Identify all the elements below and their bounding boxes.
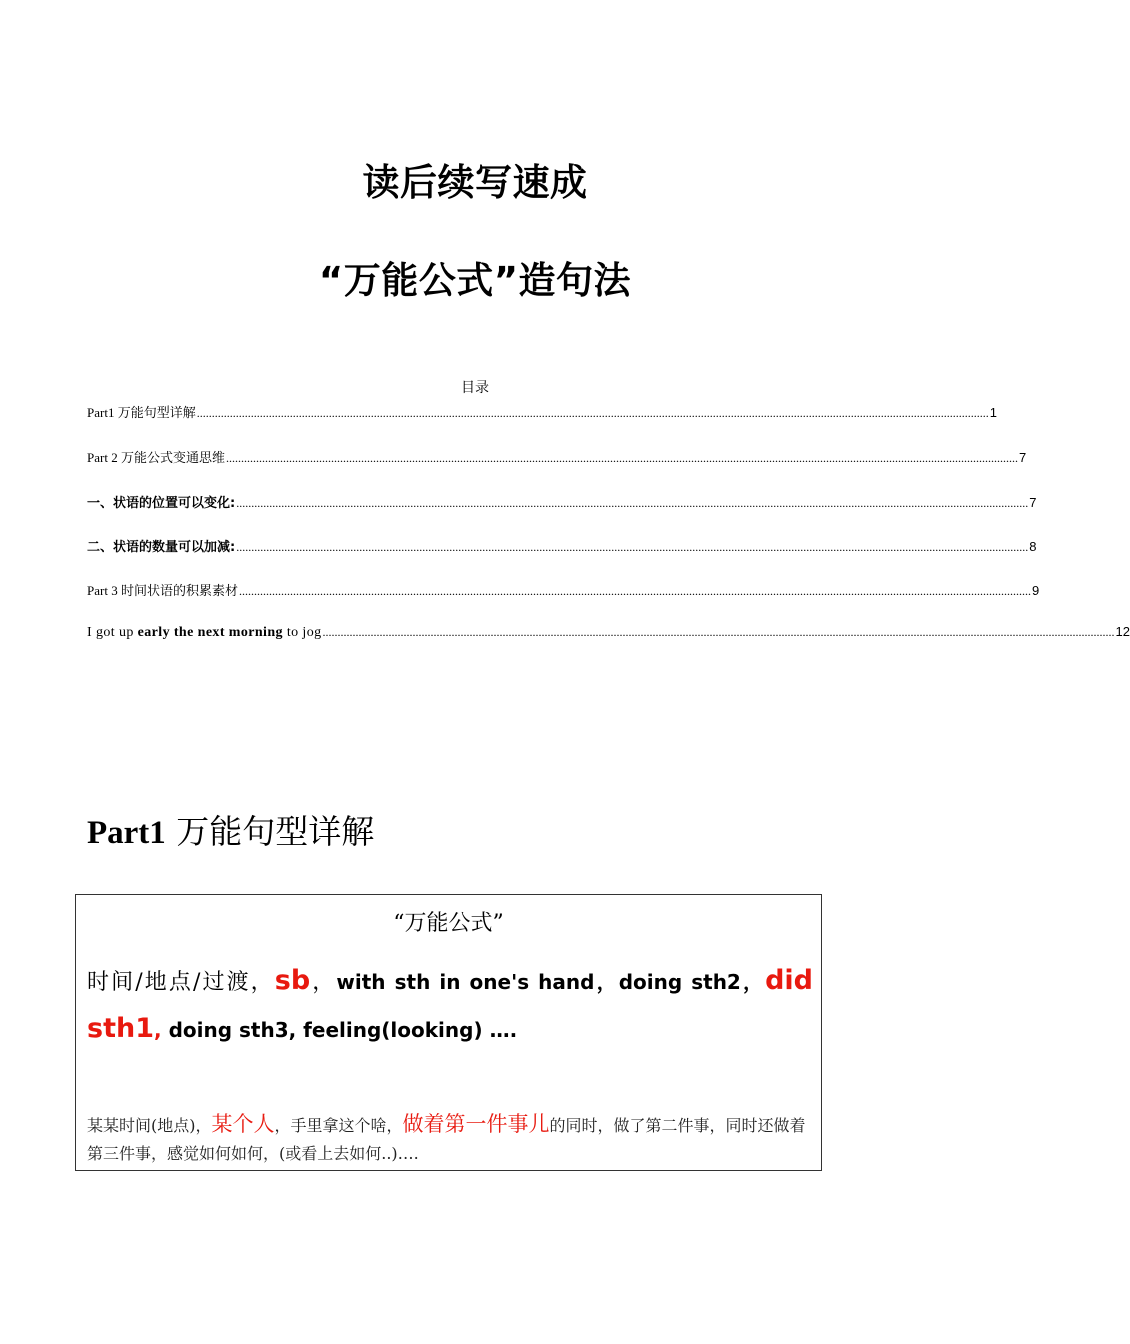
formula-highlight: did sth1	[87, 965, 813, 1044]
toc-entry[interactable]	[87, 492, 1037, 511]
toc-page-number: 1	[989, 405, 997, 420]
toc-page-number: 12	[1115, 624, 1130, 639]
toc-entry-label: Part 2 万能公式变通思维	[87, 450, 225, 465]
toc-entry[interactable]	[87, 624, 1130, 641]
toc-leader: ........................................................................................................................................................................................................................................................................	[238, 584, 1031, 598]
meaning-highlight: 做着第一件事儿	[402, 1112, 550, 1136]
document-title: 读后续写速成	[362, 161, 588, 204]
toc-entry[interactable]	[87, 447, 1027, 466]
formula-part: 时间/地点/过渡，	[87, 970, 275, 995]
toc-leader: ........................................................................................................................................................................................................................................................................	[322, 625, 1115, 639]
section-heading-cn: 万能句型详解	[165, 812, 375, 851]
toc-entry-label	[87, 625, 322, 641]
toc-entry-label: Part 3 时间状语的积累素材	[87, 583, 238, 598]
formula-part: doing sth3, feeling(looking) ….	[161, 1018, 518, 1042]
toc-entry[interactable]	[87, 402, 997, 421]
formula-highlight: sb	[274, 965, 311, 996]
formula-text	[87, 958, 813, 1053]
toc-entry-label: 一、状语的位置可以变化:	[87, 496, 236, 511]
section-heading-en: Part1	[87, 815, 166, 851]
toc-page-number: 7	[1029, 495, 1037, 510]
formula-part: doing sth2，	[618, 970, 766, 994]
formula-box-title: “万能公式”	[393, 911, 504, 936]
document-subtitle: “万能公式”造句法	[318, 259, 632, 302]
formula-part: with sth in one's hand，	[336, 970, 619, 994]
toc-leader: ........................................................................................................................................................................................................................................................................	[236, 540, 1029, 554]
toc-leader: ........................................................................................................................................................................................................................................................................	[236, 496, 1029, 510]
meaning-part: ，手里拿这个啥，	[274, 1116, 403, 1135]
toc-leader: ........................................................................................................................................................................................................................................................................	[196, 406, 989, 420]
formula-meaning	[87, 1110, 813, 1168]
meaning-part: 的同时，做了第二件事，同时还做着第三件事，感觉如何如何，(或看上去如何..)….	[87, 1116, 806, 1163]
toc-page-number: 8	[1029, 539, 1037, 554]
meaning-highlight: 某个人	[211, 1112, 275, 1136]
toc-entry-label-pre: I got up	[87, 625, 138, 640]
toc-entry[interactable]	[87, 580, 1040, 599]
toc-page-number: 7	[1018, 450, 1027, 465]
toc-entry-label: Part1 万能句型详解	[87, 405, 196, 420]
section-heading	[87, 806, 374, 853]
toc-entry-label: 二、状语的数量可以加减:	[87, 540, 236, 555]
meaning-part: 某某时间(地点)，	[87, 1116, 212, 1135]
toc-entry[interactable]	[87, 536, 1037, 555]
toc-heading: 目录	[461, 380, 489, 396]
toc-page-number: 9	[1031, 583, 1040, 598]
formula-part: ，	[310, 970, 337, 995]
formula-highlight: ,	[154, 1018, 162, 1042]
toc-entry-label-bold: early the next morning	[137, 625, 283, 640]
toc-entry-label-post: to jog	[282, 625, 322, 640]
toc-leader: ........................................................................................................................................................................................................................................................................	[225, 451, 1018, 465]
